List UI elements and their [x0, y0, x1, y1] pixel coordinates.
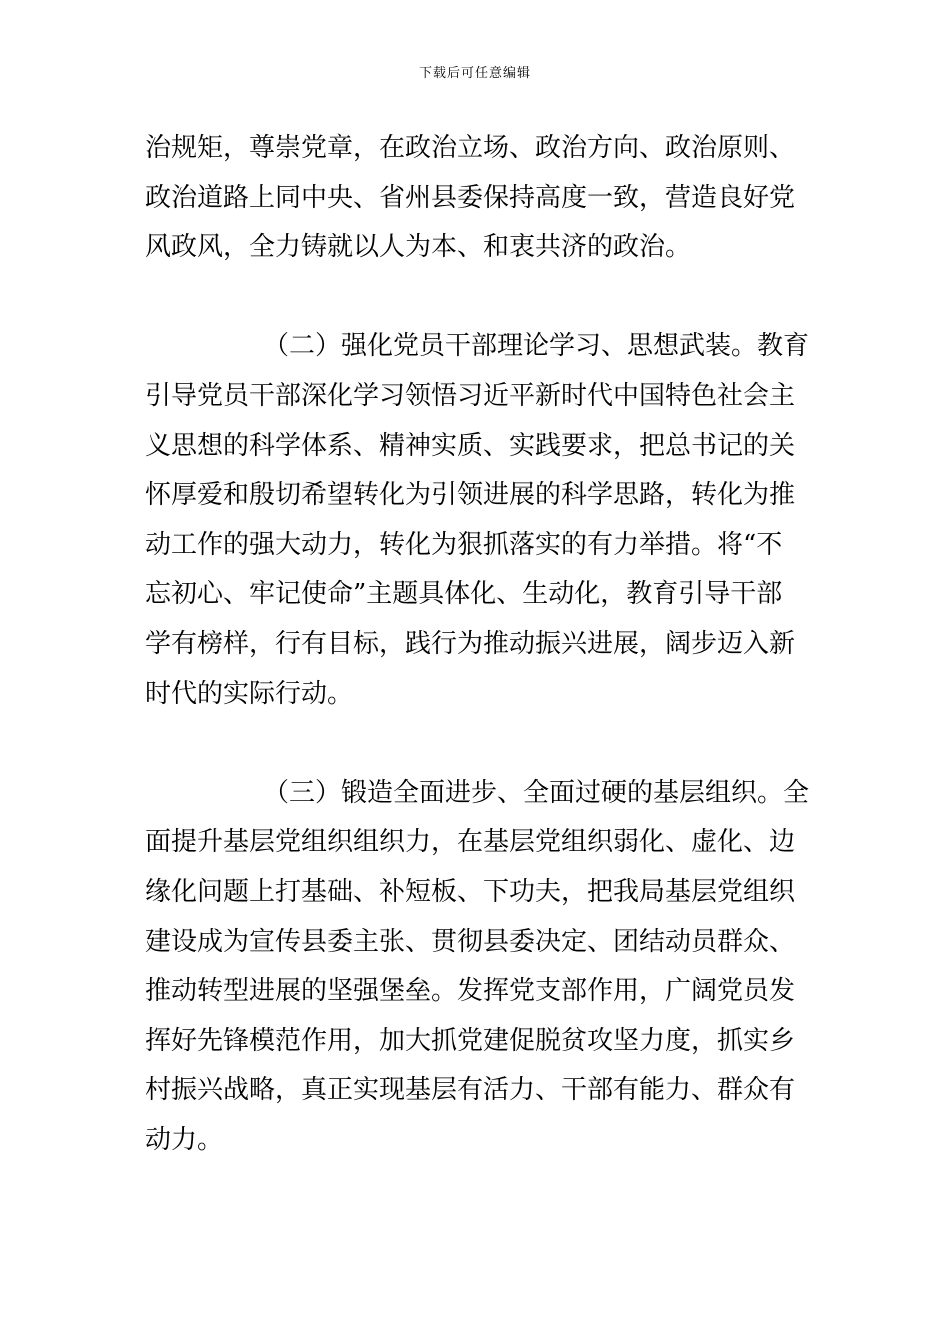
text-line: 村振兴战略，真正实现基层有活力、干部有能力、群众有 — [145, 1075, 796, 1106]
text-line: （三）锻造全面进步、全面过硬的基层组织。全 — [263, 777, 810, 808]
text-line: 面提升基层党组织组织力，在基层党组织弱化、虚化、边 — [145, 827, 796, 858]
document-body — [145, 124, 810, 1165]
text-line: 建设成为宣传县委主张、贯彻县委决定、团结动员群众、 — [145, 926, 796, 957]
paragraph — [145, 124, 810, 273]
text-line: 动力。 — [145, 1124, 224, 1155]
paragraph-gap — [145, 273, 810, 323]
text-line: 学有榜样，行有目标，践行为推动振兴进展，阔步迈入新 — [145, 628, 796, 659]
text-line: 忘初心、牢记使命”主题具体化、生动化，教育引导干部 — [145, 579, 783, 610]
text-line: 挥好先锋模范作用，加大抓党建促脱贫攻坚力度，抓实乡 — [145, 1025, 796, 1056]
page-header: 下载后可任意编辑 — [418, 66, 531, 81]
paragraph — [145, 769, 810, 1166]
text-line: 推动转型进展的坚强堡垒。发挥党支部作用，广阔党员发 — [145, 976, 796, 1007]
text-line: 治规矩，尊崇党章，在政治立场、政治方向、政治原则、 — [145, 133, 796, 163]
text-line: 时代的实际行动。 — [145, 678, 354, 709]
text-line: 风政风，全力铸就以人为本、和衷共济的政治。 — [145, 232, 692, 263]
text-line: 缘化问题上打基础、补短板、下功夫，把我局基层党组织 — [145, 876, 796, 907]
text-line: 动工作的强大动力，转化为狠抓落实的有力举措。将“不 — [145, 529, 783, 560]
text-line: 怀厚爱和殷切希望转化为引领进展的科学思路，转化为推 — [145, 480, 796, 511]
text-line: （二）强化党员干部理论学习、思想武装。教育 — [263, 331, 810, 362]
text-line: 义思想的科学体系、精神实质、实践要求，把总书记的关 — [145, 430, 796, 461]
paragraph — [145, 322, 810, 719]
text-line: 引导党员干部深化学习领悟习近平新时代中国特色社会主 — [145, 380, 796, 411]
text-line: 政治道路上同中央、省州县委保持高度一致，营造良好党 — [145, 182, 796, 213]
paragraph-gap — [145, 719, 810, 769]
